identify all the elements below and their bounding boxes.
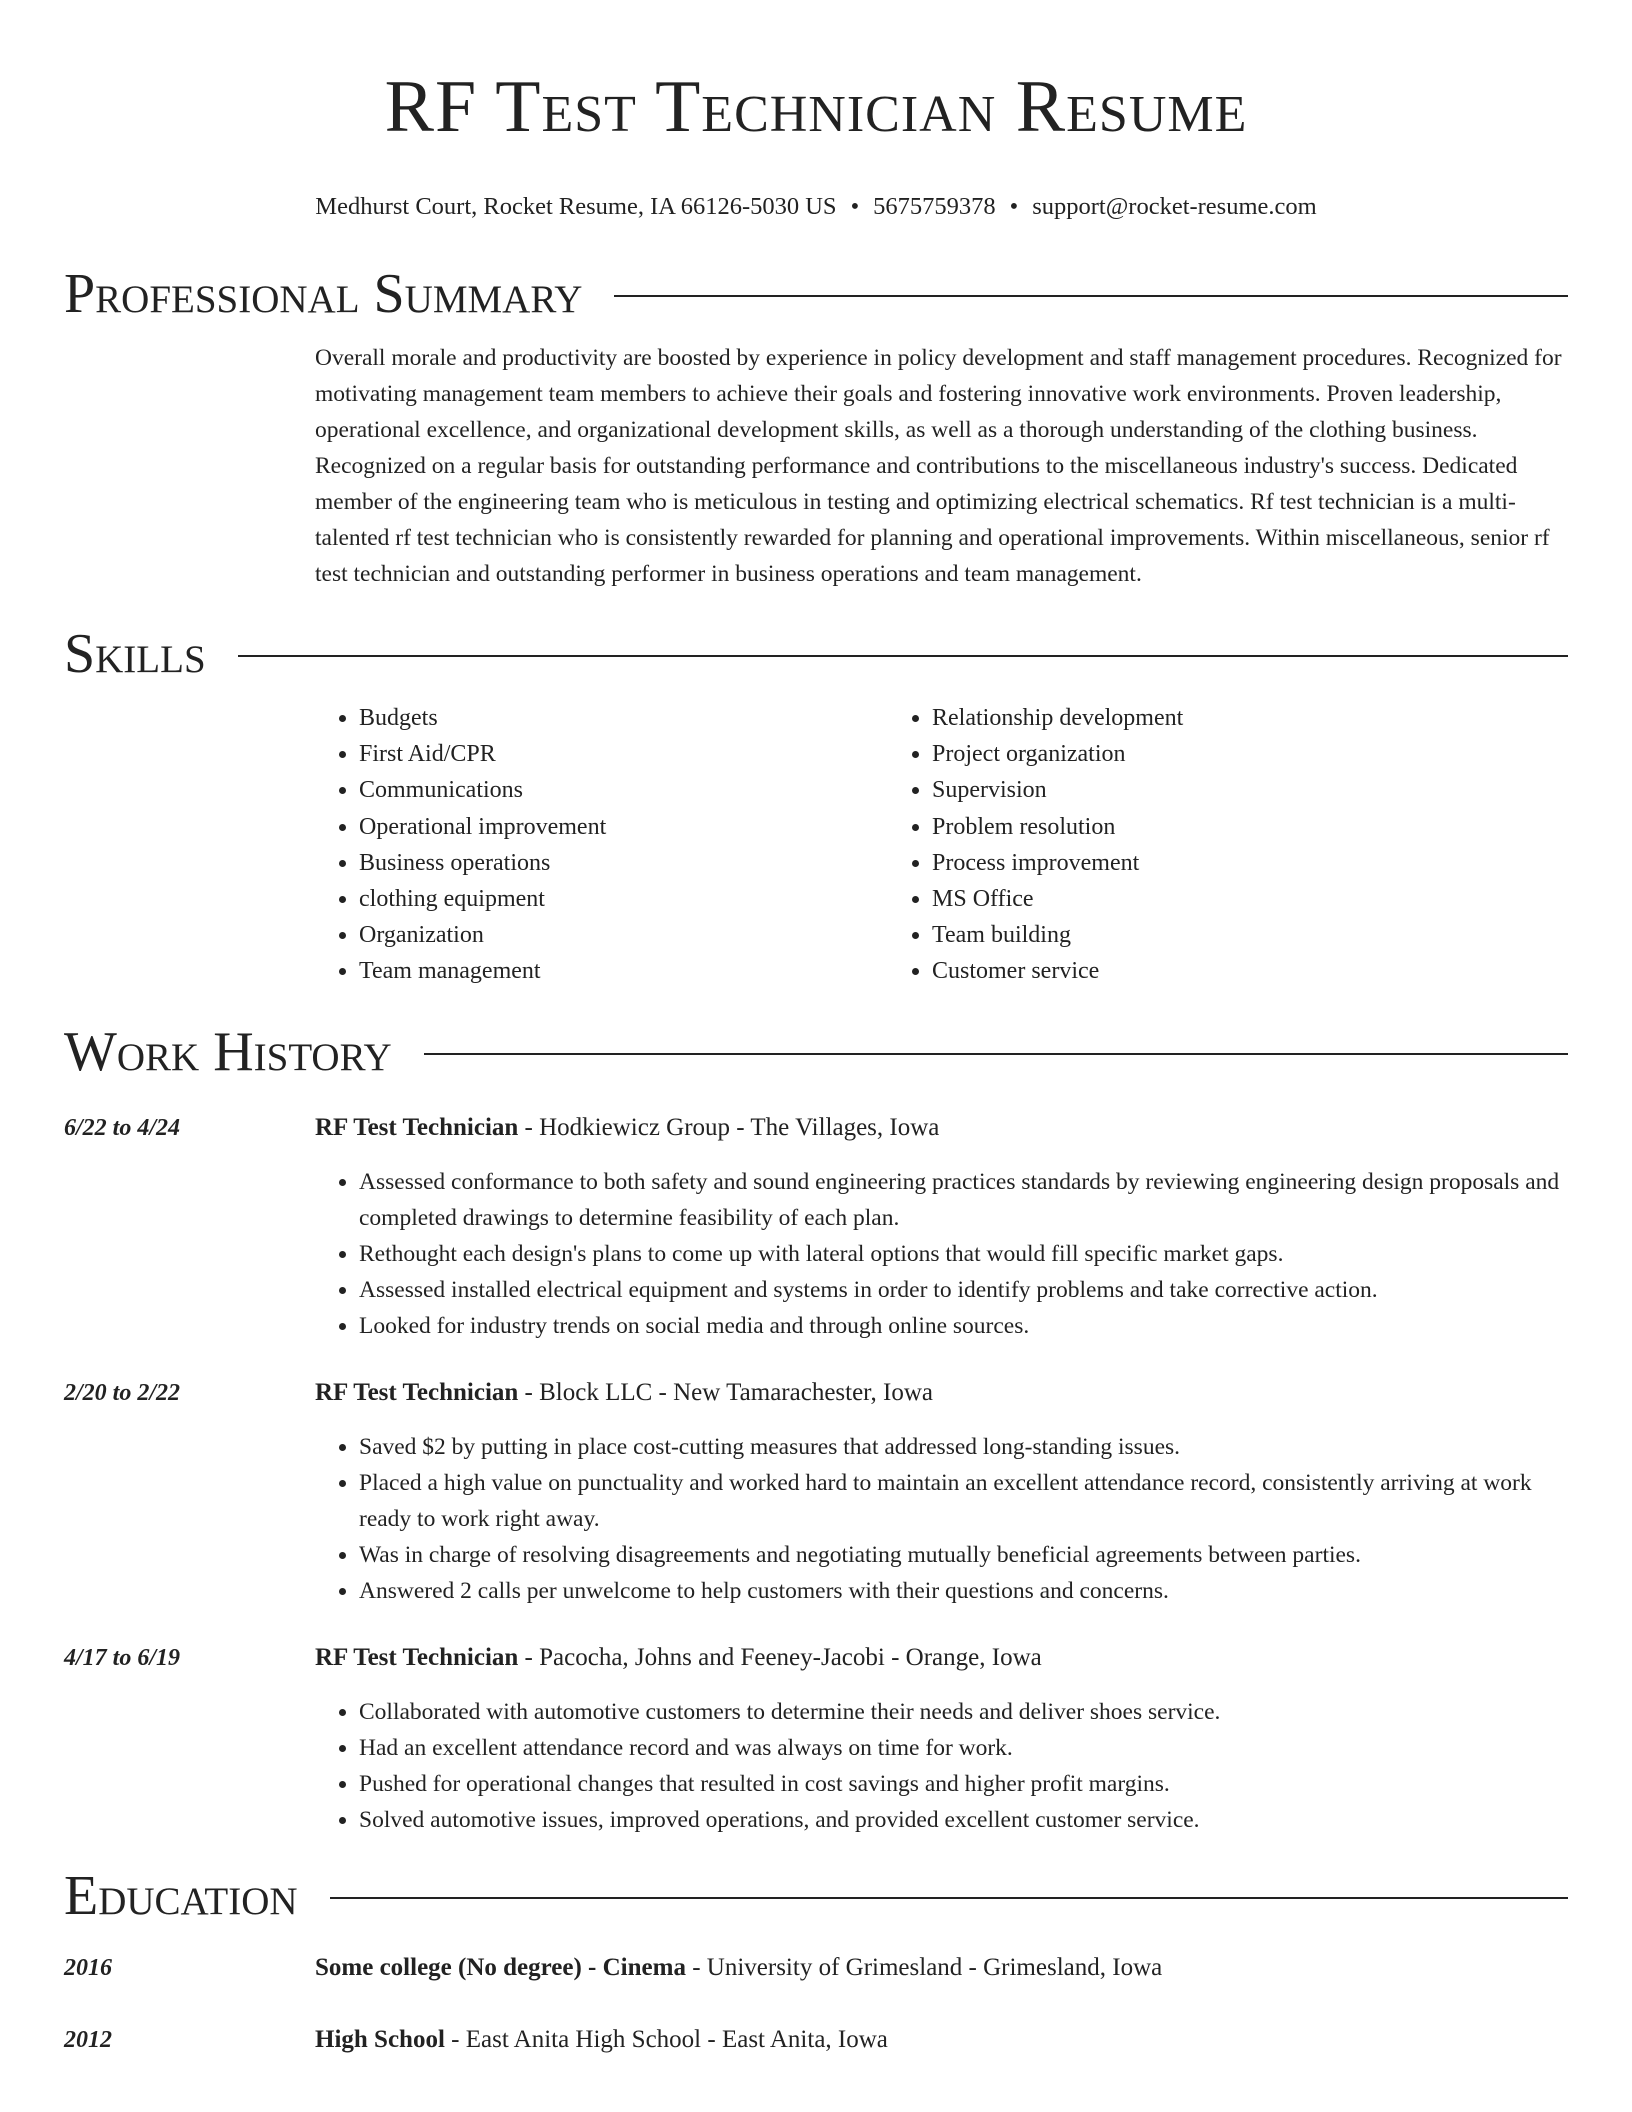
- skill-item: • Problem resolution: [932, 809, 1461, 845]
- skill-item: • MS Office: [932, 881, 1461, 917]
- job-bullet: • Placed a high value on punctuality and worked hard to maintain an excellent attendance record, consistently arriving at work ready to work right away.: [359, 1465, 1568, 1537]
- job-bullet: • Had an excellent attendance record and was always on time for work.: [359, 1730, 1568, 1766]
- resume-title: RF Test Technician Resume: [384, 66, 1248, 148]
- contact-address: Medhurst Court, Rocket Resume, IA 66126-5030 US: [315, 193, 837, 220]
- section-divider: [238, 655, 1568, 657]
- skill-item: • clothing equipment: [359, 881, 888, 917]
- education-school: - East Anita High School - East Anita, Iowa: [444, 2026, 888, 2054]
- skills-list: [315, 700, 1568, 990]
- skill-item: • Customer service: [932, 953, 1461, 989]
- skill-item: • Team building: [932, 917, 1461, 953]
- job-bullet: • Assessed conformance to both safety and sound engineering practices standards by reviewing engineering design proposals and completed drawings to determine feasibility of each plan.: [359, 1164, 1568, 1236]
- education-header: [315, 1950, 1162, 1986]
- job-title: RF Test Technician: [315, 1643, 519, 1671]
- summary-heading: Professional Summary: [64, 263, 583, 325]
- education-degree: High School: [315, 2026, 445, 2054]
- summary-text: Overall morale and productivity are boosted by experience in policy development and staff management procedures. Recognized for motivating management team members to achieve their goals and fostering innovative work environments. Proven leadership, operational excellence, and organizational development skills, as well as a thorough understanding of the clothing business. Recognized on a regular basis for outstanding performance and contributions to the miscellaneous industry's success. Dedicated member of the engineering team who is meticulous in testing and optimizing electrical schematics. Rf test technician is a multi-talented rf test technician who is consistently rewarded for planning and operational improvements. Within miscellaneous, senior rf test technician and outstanding performer in business operations and team management.: [315, 345, 1562, 587]
- education-section-heading: [64, 1864, 1568, 1928]
- skill-item: • Team management: [359, 953, 888, 989]
- work-section-heading: [64, 1020, 1568, 1084]
- education-heading: Education: [64, 1865, 298, 1928]
- job-bullet: • Collaborated with automotive customers to determine their needs and deliver shoes service.: [359, 1694, 1568, 1730]
- job-date: 2/20 to 2/22: [64, 1379, 181, 1406]
- skill-item: • Project organization: [932, 736, 1461, 772]
- skill-item: • Budgets: [359, 700, 888, 736]
- section-divider: [614, 295, 1568, 297]
- job-date: 4/17 to 6/19: [64, 1644, 181, 1671]
- job-bullet: • Saved $2 by putting in place cost-cutting measures that addressed long-standing issues.: [359, 1429, 1568, 1465]
- job-bullet: • Rethought each design's plans to come up with lateral options that would fill specific market gaps.: [359, 1236, 1568, 1272]
- job-company: - Block LLC - New Tamarachester, Iowa: [518, 1378, 933, 1406]
- job-bullets: [315, 1429, 1568, 1610]
- job-entry: [64, 1375, 1568, 1610]
- job-bullet: • Pushed for operational changes that resulted in cost savings and higher profit margins.: [359, 1766, 1568, 1802]
- education-header: [315, 2022, 888, 2058]
- job-header: [315, 1640, 1568, 1676]
- job-date: 6/22 to 4/24: [64, 1114, 181, 1141]
- work-heading: Work History: [64, 1020, 392, 1083]
- job-company: - Pacocha, Johns and Feeney-Jacobi - Orange, Iowa: [518, 1643, 1042, 1671]
- job-bullets: [315, 1164, 1568, 1345]
- skill-item: • Communications: [359, 772, 888, 808]
- skill-item: • First Aid/CPR: [359, 736, 888, 772]
- job-bullets: [315, 1694, 1568, 1839]
- education-degree: Some college (No degree) - Cinema: [315, 1954, 686, 1982]
- skill-item: • Operational improvement: [359, 809, 888, 845]
- contact-email: support@rocket-resume.com: [1032, 193, 1317, 220]
- education-date: 2016: [64, 1955, 112, 1982]
- education-date: 2012: [64, 2027, 112, 2054]
- section-divider: [424, 1053, 1568, 1055]
- skills-section-heading: [64, 622, 1568, 686]
- skill-item: • Process improvement: [932, 845, 1461, 881]
- skill-item: • Business operations: [359, 845, 888, 881]
- job-bullet: • Looked for industry trends on social media and through online sources.: [359, 1308, 1568, 1344]
- job-bullet: • Assessed installed electrical equipment and systems in order to identify problems and take corrective action.: [359, 1272, 1568, 1308]
- skill-item: • Relationship development: [932, 700, 1461, 736]
- job-bullet: • Solved automotive issues, improved operations, and provided excellent customer service.: [359, 1802, 1568, 1838]
- job-company: - Hodkiewicz Group - The Villages, Iowa: [518, 1113, 940, 1141]
- section-divider: [330, 1897, 1568, 1899]
- skills-column-left: [315, 700, 888, 990]
- job-bullet: • Answered 2 calls per unwelcome to help customers with their questions and concerns.: [359, 1573, 1568, 1609]
- contact-separator: •: [1009, 193, 1019, 220]
- contact-line: [64, 192, 1568, 222]
- skill-item: • Supervision: [932, 772, 1461, 808]
- skills-column-right: [888, 700, 1461, 990]
- work-history-list: [64, 1110, 1568, 1839]
- job-header: [315, 1110, 1568, 1146]
- job-title: RF Test Technician: [315, 1378, 519, 1406]
- job-entry: [64, 1110, 1568, 1345]
- skill-item: • Organization: [359, 917, 888, 953]
- job-bullet: • Was in charge of resolving disagreements and negotiating mutually beneficial agreements between parties.: [359, 1537, 1568, 1573]
- job-entry: [64, 1640, 1568, 1839]
- contact-separator: •: [850, 193, 860, 220]
- education-school: - University of Grimesland - Grimesland, Iowa: [685, 1954, 1163, 1982]
- contact-phone: 5675759378: [873, 193, 996, 220]
- education-entry: [64, 1950, 1568, 1986]
- job-header: [315, 1375, 1568, 1411]
- job-title: RF Test Technician: [315, 1113, 519, 1141]
- skills-heading: Skills: [64, 623, 206, 685]
- education-entry: [64, 2022, 1568, 2058]
- summary-section-heading: [64, 262, 1568, 326]
